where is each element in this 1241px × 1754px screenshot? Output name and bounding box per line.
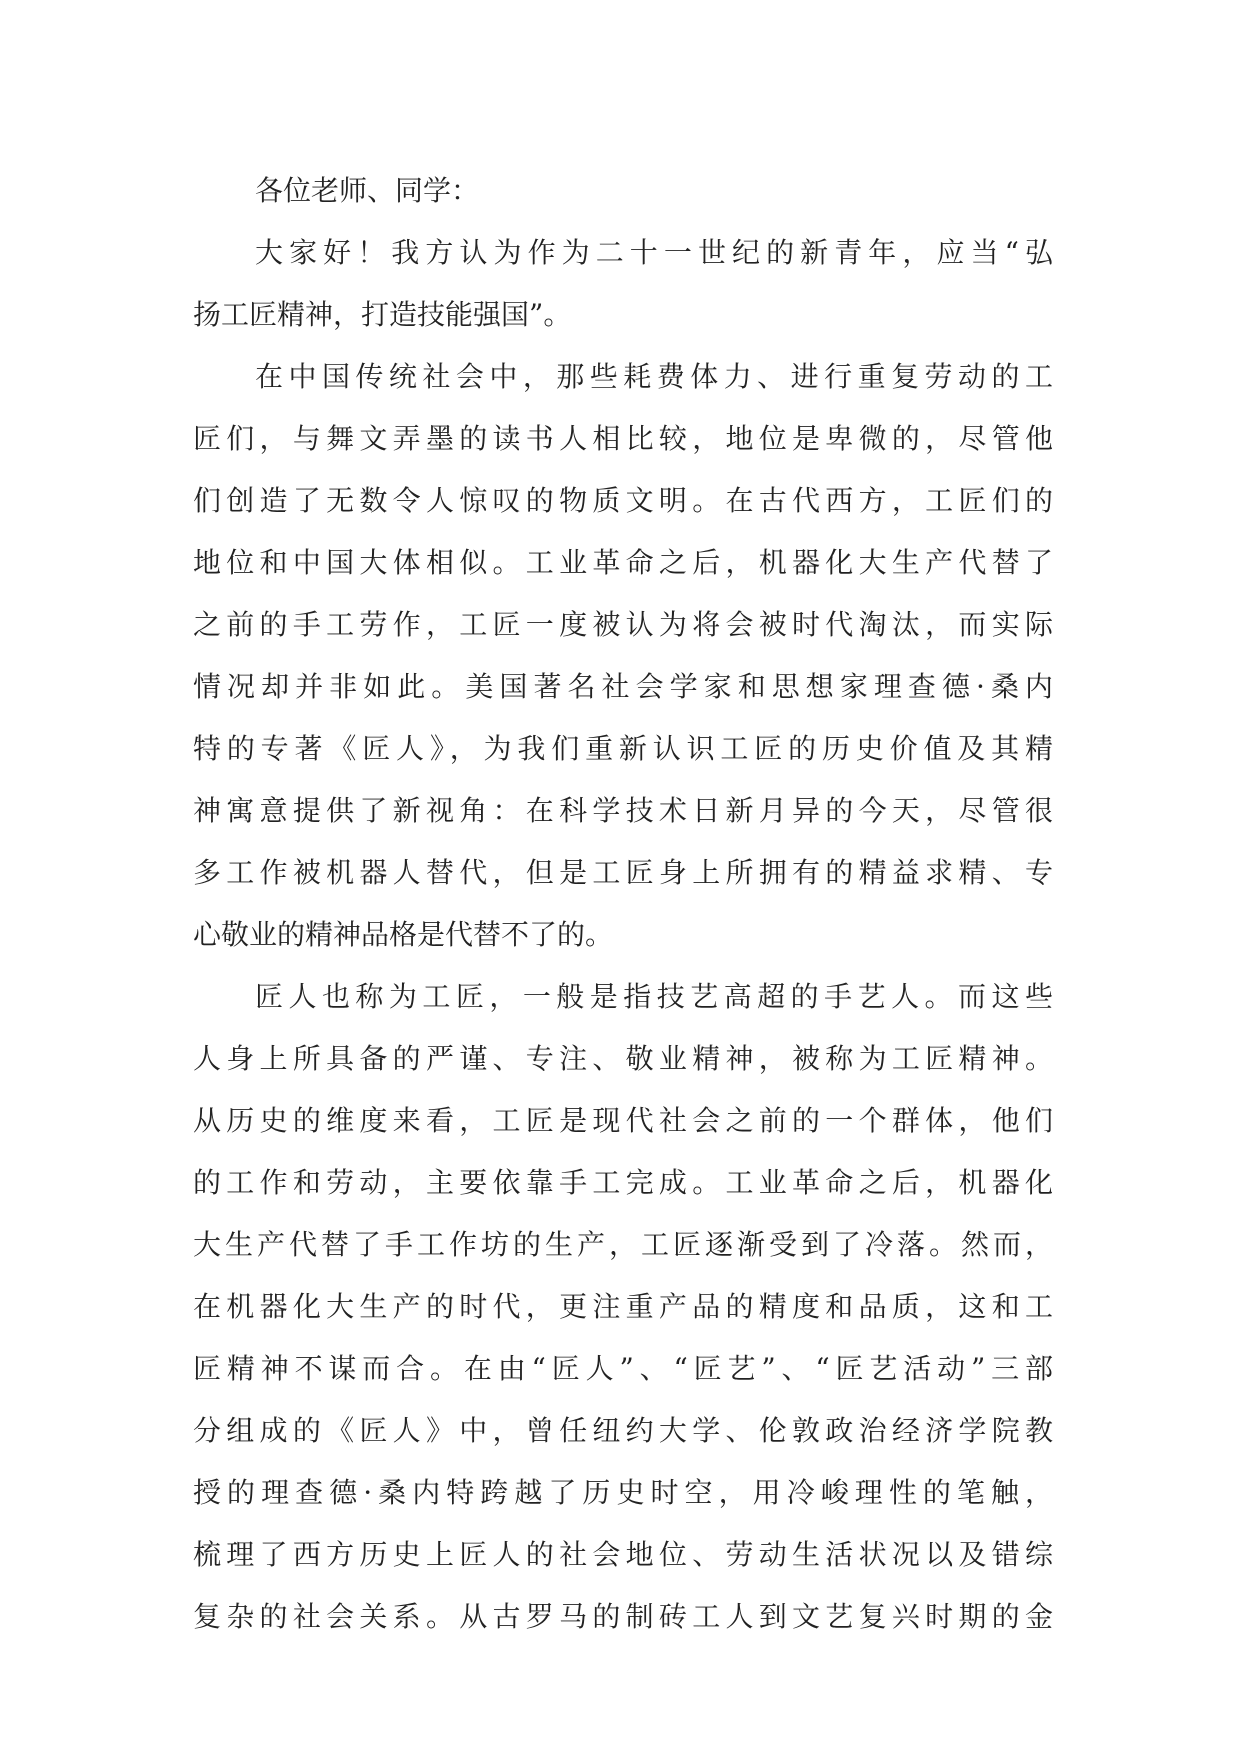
- text-line: 心敬业的精神品格是代替不了的。: [193, 918, 614, 951]
- text-line: 梳理了西方历史上匠人的社会地位、劳动生活状况以及错综: [193, 1538, 1053, 1571]
- text-line: 的工作和劳动，主要依靠手工完成。工业革命之后，机器化: [193, 1166, 1053, 1199]
- text-line: 地位和中国大体相似。工业革命之后，机器化大生产代替了: [193, 546, 1053, 579]
- paragraph-3: [193, 966, 1053, 1648]
- text-line: 在中国传统社会中，那些耗费体力、进行重复劳动的工: [255, 360, 1053, 393]
- text-line: 多工作被机器人替代，但是工匠身上所拥有的精益求精、专: [193, 856, 1053, 889]
- text-line: 在机器化大生产的时代，更注重产品的精度和品质，这和工: [193, 1290, 1053, 1323]
- text-line: 从历史的维度来看，工匠是现代社会之前的一个群体，他们: [193, 1104, 1053, 1137]
- text-line: 人身上所具备的严谨、专注、敬业精神，被称为工匠精神。: [193, 1042, 1053, 1075]
- text-line: 匠们，与舞文弄墨的读书人相比较，地位是卑微的，尽管他: [193, 422, 1053, 455]
- text-line: 大家好！我方认为作为二十一世纪的新青年，应当“弘: [255, 236, 1053, 269]
- text-line: 大生产代替了手工作坊的生产，工匠逐渐受到了冷落。然而，: [193, 1228, 1053, 1261]
- text-line: 特的专著《匠人》，为我们重新认识工匠的历史价值及其精: [193, 732, 1053, 765]
- text-line: 之前的手工劳作，工匠一度被认为将会被时代淘汰，而实际: [193, 608, 1053, 641]
- text-line: 复杂的社会关系。从古罗马的制砖工人到文艺复兴时期的金: [193, 1600, 1053, 1633]
- document-body: [193, 160, 1053, 1648]
- text-line: 们创造了无数令人惊叹的物质文明。在古代西方，工匠们的: [193, 484, 1053, 517]
- text-line: 分组成的《匠人》中，曾任纽约大学、伦敦政治经济学院教: [193, 1414, 1053, 1447]
- text-line: 情况却并非如此。美国著名社会学家和思想家理查德·桑内: [193, 670, 1053, 703]
- greeting-line: 各位老师、同学：: [255, 174, 480, 207]
- text-line: 授的理查德·桑内特跨越了历史时空，用冷峻理性的笔触，: [193, 1476, 1053, 1509]
- paragraph-2: [193, 346, 1053, 966]
- paragraph-1: [193, 222, 1053, 346]
- text-line: 匠人也称为工匠，一般是指技艺高超的手艺人。而这些: [255, 980, 1053, 1013]
- text-line: 扬工匠精神，打造技能强国”。: [193, 298, 572, 331]
- text-line: 神寓意提供了新视角：在科学技术日新月异的今天，尽管很: [193, 794, 1053, 827]
- text-line: 匠精神不谋而合。在由“匠人”、“匠艺”、“匠艺活动”三部: [193, 1352, 1053, 1385]
